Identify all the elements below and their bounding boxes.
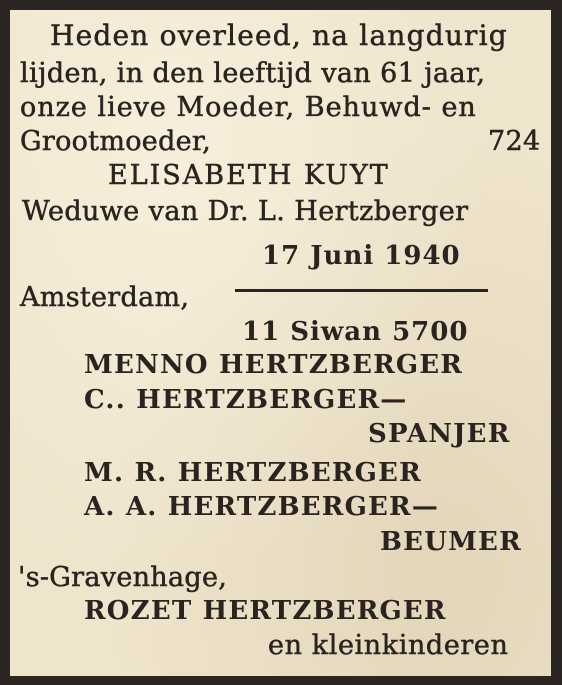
family-member-3: M. R. HERTZBERGER (84, 458, 422, 488)
widow-of-line: Weduwe van Dr. L. Hertzberger (22, 196, 469, 227)
notice-line-1: Heden overleed, na langdurig (50, 19, 508, 52)
place-amsterdam: Amsterdam, (20, 282, 190, 313)
family-member-4: A. A. HERTZBERGER— (84, 492, 440, 522)
family-member-1: MENNO HERTZBERGER (84, 350, 464, 380)
notice-number: 724 (488, 126, 541, 157)
family-member-4-cont: BEUMER (380, 527, 522, 557)
notice-line-4: Grootmoeder, (20, 126, 212, 157)
notice-line-3: onze lieve Moeder, Behuwd- en (20, 92, 477, 123)
deceased-name: ELISABETH KUYT (108, 160, 390, 191)
date-divider-rule (235, 289, 488, 292)
family-member-2-cont: SPANJER (368, 419, 511, 449)
place-den-haag: 's-Gravenhage, (18, 562, 228, 593)
notice-line-2: lijden, in den leeftijd van 61 jaar, (20, 58, 486, 89)
closing-grandchildren: en kleinkinderen (268, 630, 509, 661)
hebrew-date: 11 Siwan 5700 (242, 317, 469, 347)
family-member-5: ROZET HERTZBERGER (84, 596, 447, 626)
gregorian-date: 17 Juni 1940 (262, 241, 461, 271)
family-member-2: C.. HERTZBERGER— (84, 385, 408, 415)
